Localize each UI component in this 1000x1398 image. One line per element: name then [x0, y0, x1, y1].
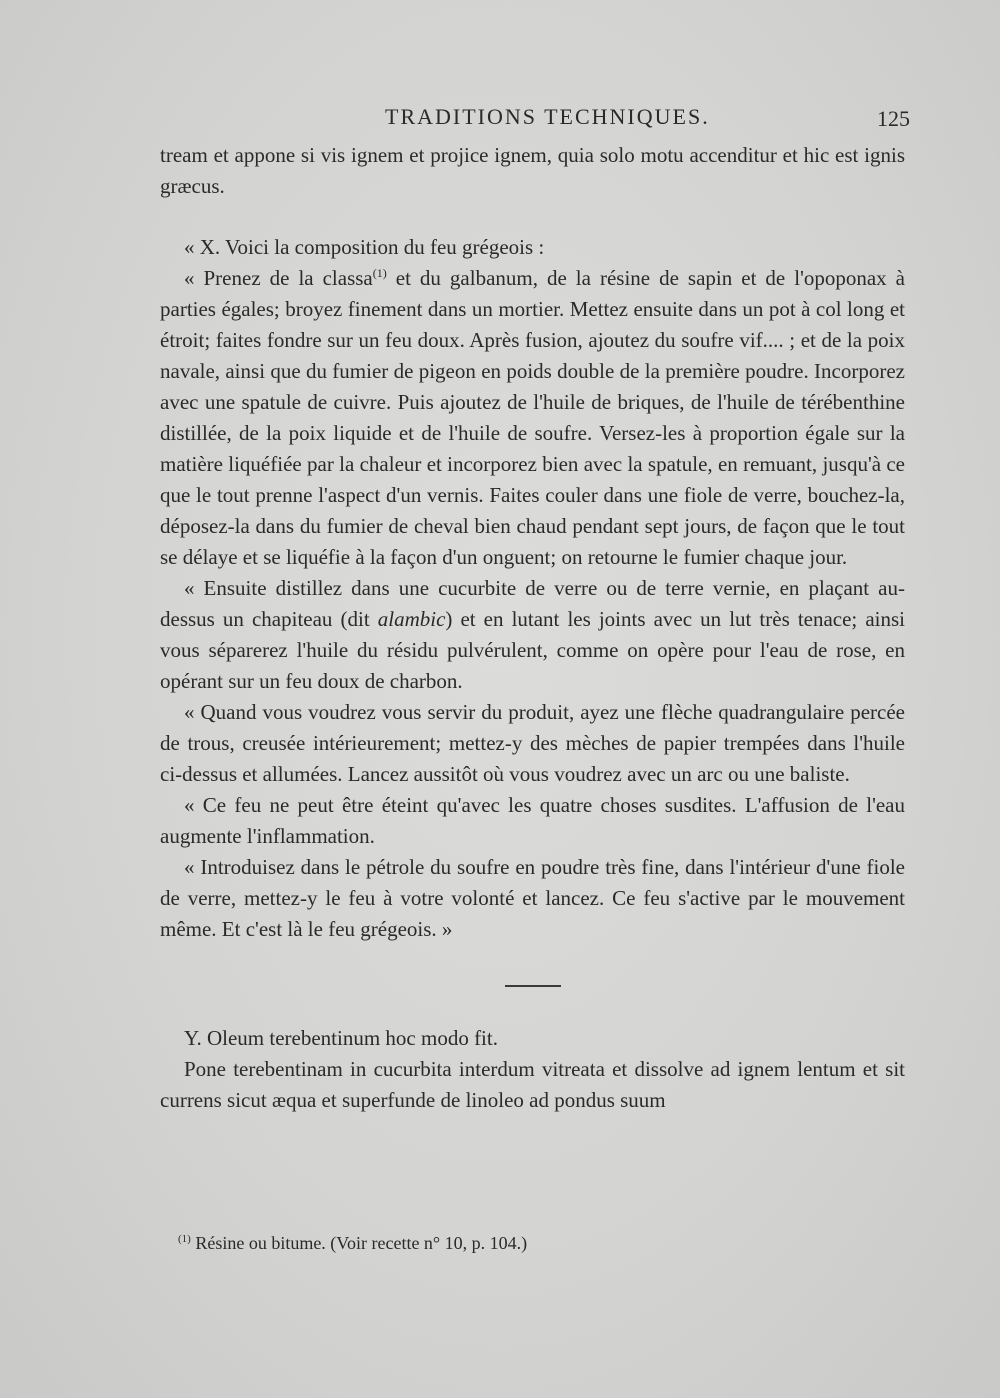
footnote-reference: (1) — [372, 266, 387, 280]
paragraph-recipe-ingredients — [160, 263, 905, 573]
paragraph-text: « Prenez de la classa — [184, 266, 373, 290]
paragraph-usage: « Quand vous voudrez vous servir du produit, ayez une flèche quadrangulaire percée de trous, creusée intérieurement; mettez-y des mèches de papier trempées dans l'huile ci-dessus et allumées. Lancez aussitôt où vous voudrez avec un arc ou une baliste. — [160, 700, 905, 786]
italic-term: alambic — [377, 607, 446, 631]
footnote-marker: (1) — [178, 1233, 191, 1245]
footnote-text: Résine ou bitume. (Voir recette n° 10, p. 104.) — [190, 1233, 528, 1253]
running-title: TRADITIONS TECHNIQUES. — [385, 104, 710, 129]
paragraph-distillation — [160, 573, 905, 697]
paragraph-text: « Ensuite distillez dans une cucurbite de verre ou de terre vernie, en plaçant au-dessus un chapiteau (dit — [160, 576, 905, 631]
paragraph-recipe-y-text: Pone terebentinam in cucurbita interdum vitreata et dissolve ad ignem lentum et sit currens sicut æqua et superfunde de linoleo ad pondus suum — [160, 1057, 905, 1112]
section-divider — [505, 985, 561, 987]
paragraph-text: et du galbanum, de la résine de sapin et de l'opoponax à parties égales; broyez finement dans un mortier. Mettez ensuite dans un pot à col long et étroit; faites fondre sur un feu doux. Après fusion, ajoutez du soufre vif.... ; et de la poix navale, ainsi que du fumier de pigeon en poids double de la première poudre. Incorporez avec une spatule de cuivre. Puis ajoutez de l'huile de briques, de l'huile de térébenthine distillée, de la poix liquide et de l'huile de soufre. Versez-les à proportion égale sur la matière liquéfiée par la chaleur et incorporez bien avec la spatule, en remuant, jusqu'à ce que le tout prenne l'aspect d'un vernis. Faites couler dans une fiole de verre, bouchez-la, déposez-la dans du fumier de cheval bien chaud pendant sept jours, de façon que le tout se délaye et se liquéfie à la façon d'un onguent; on retourne le fumier chaque jour. — [160, 266, 905, 569]
page-number: 125 — [877, 106, 910, 131]
page-header — [160, 104, 910, 138]
footnote — [178, 1233, 527, 1254]
paragraph-petrol: « Introduisez dans le pétrole du soufre en poudre très fine, dans l'intérieur d'une fiole de verre, mettez-y le feu à votre volonté et lancez. Ce feu s'active par le mouvement même. Et c'est là le feu grégeois. » — [160, 855, 905, 941]
paragraph-text: ) et en lutant les joints avec un lut très tenace; ainsi vous séparerez l'huile du résidu pulvérulent, comme on opère pour l'eau de rose, en opérant sur un feu doux de charbon. — [160, 607, 905, 693]
paragraph-recipe-x-heading: « X. Voici la composition du feu grégeois : — [184, 235, 545, 259]
paragraph-latin-continuation: tream et appone si vis ignem et projice ignem, quia solo motu accenditur et hic est ignis græcus. — [160, 143, 905, 198]
paragraph-extinguish: « Ce feu ne peut être éteint qu'avec les quatre choses susdites. L'affusion de l'eau augmente l'inflammation. — [160, 793, 905, 848]
body-text — [160, 140, 905, 1116]
paragraph-recipe-y-heading: Y. Oleum terebentinum hoc modo fit. — [184, 1026, 498, 1050]
